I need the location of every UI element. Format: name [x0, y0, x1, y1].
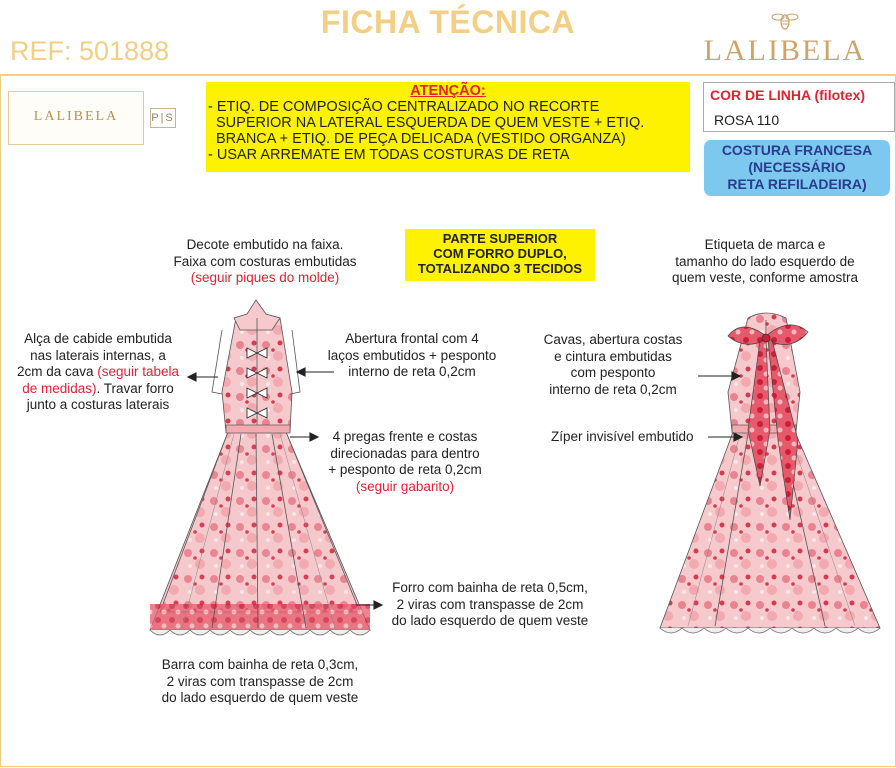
note-line: Barra com bainha de reta 0,3cm,	[161, 657, 359, 672]
note-pregas	[318, 429, 492, 495]
note-line: 2cm da cava	[16, 364, 98, 379]
note-line: Faixa com costuras embutidas	[173, 253, 357, 269]
upper-part-line: COM FORRO DUPLO,	[433, 246, 567, 261]
note-line: interno de reta 0,2cm	[549, 381, 677, 397]
note-line: nas laterais internas, a	[30, 347, 166, 363]
brand-logo: LALIBELA	[703, 34, 867, 67]
note-line: com pesponto	[570, 365, 656, 380]
attention-line: SUPERIOR NA LATERAL ESQUERDA DE QUEM VESTE + ETIQ.	[216, 115, 645, 131]
note-line: Abertura frontal com 4	[345, 331, 479, 346]
attention-line: - ETIQ. DE COMPOSIÇÃO CENTRALIZADO NO RECORTE	[208, 99, 600, 115]
note-alca	[4, 331, 192, 414]
note-line: quem veste, conforme amostra	[671, 270, 859, 285]
note-decote	[160, 237, 370, 287]
attention-line: - USAR ARREMATE EM TODAS COSTURAS DE RETA	[208, 147, 570, 163]
note-line: do lado esquerdo de quem veste	[391, 613, 589, 628]
note-line: e cintura embutidas	[554, 348, 672, 364]
note-line: + pesponto de reta 0,2cm	[328, 462, 482, 477]
note-line: Etiqueta de marca e	[704, 237, 826, 252]
note-line: Alça de cabide embutida	[24, 331, 172, 346]
note-line: 2 viras com transpasse de 2cm	[396, 596, 584, 612]
note-line-red: (seguir gabarito)	[355, 478, 455, 494]
reference-code: REF: 501888	[10, 36, 170, 66]
note-barra	[150, 657, 370, 707]
note-line-red: de medidas)	[22, 380, 97, 396]
note-line: laços embutidos + pesponto	[327, 347, 497, 363]
note-line: Cavas, abertura costas	[543, 332, 683, 347]
french-seam-line: COSTURA FRANCESA	[721, 142, 873, 158]
note-line: Decote embutido na faixa.	[186, 237, 344, 252]
attention-title: ATENÇÃO:	[410, 83, 486, 99]
upper-part-line: TOTALIZANDO 3 TECIDOS	[417, 261, 583, 276]
note-line: . Travar forro	[96, 380, 174, 396]
note-ziper: Zíper invisível embutido	[551, 429, 694, 444]
thread-color-value: ROSA 110	[714, 112, 780, 128]
thread-color-title: COR DE LINHA (filotex)	[710, 87, 866, 103]
note-line: tamanho do lado esquerdo de	[675, 253, 855, 269]
french-seam-line: RETA REFILADEIRA)	[727, 176, 867, 192]
note-line: Forro com bainha de reta 0,5cm,	[392, 580, 588, 595]
note-abertura	[316, 331, 508, 381]
note-line: do lado esquerdo de quem veste	[161, 690, 359, 705]
note-forro	[380, 580, 600, 630]
size-tag: P|S	[150, 108, 176, 128]
note-line: junto a costuras laterais	[26, 397, 170, 412]
upper-part-line: PARTE SUPERIOR	[442, 231, 558, 246]
document-title: FICHA TÉCNICA	[320, 4, 576, 40]
note-line: 4 pregas frente e costas	[332, 429, 478, 444]
note-etiqueta	[660, 237, 870, 287]
note-line-red: (seguir piques do molde)	[190, 270, 340, 285]
note-line: 2 viras com transpasse de 2cm	[166, 673, 354, 689]
french-seam-line: (NECESSÁRIO	[748, 159, 846, 175]
note-cavas	[528, 332, 698, 398]
note-line-red: (seguir tabela	[97, 364, 180, 379]
note-line: direcionadas para dentro	[330, 445, 480, 461]
note-line: interno de reta 0,2cm	[348, 364, 476, 379]
brand-label-text: LALIBELA	[33, 109, 119, 124]
attention-line: BRANCA + ETIQ. DE PEÇA DELICADA (VESTIDO ORGANZA)	[216, 131, 626, 147]
